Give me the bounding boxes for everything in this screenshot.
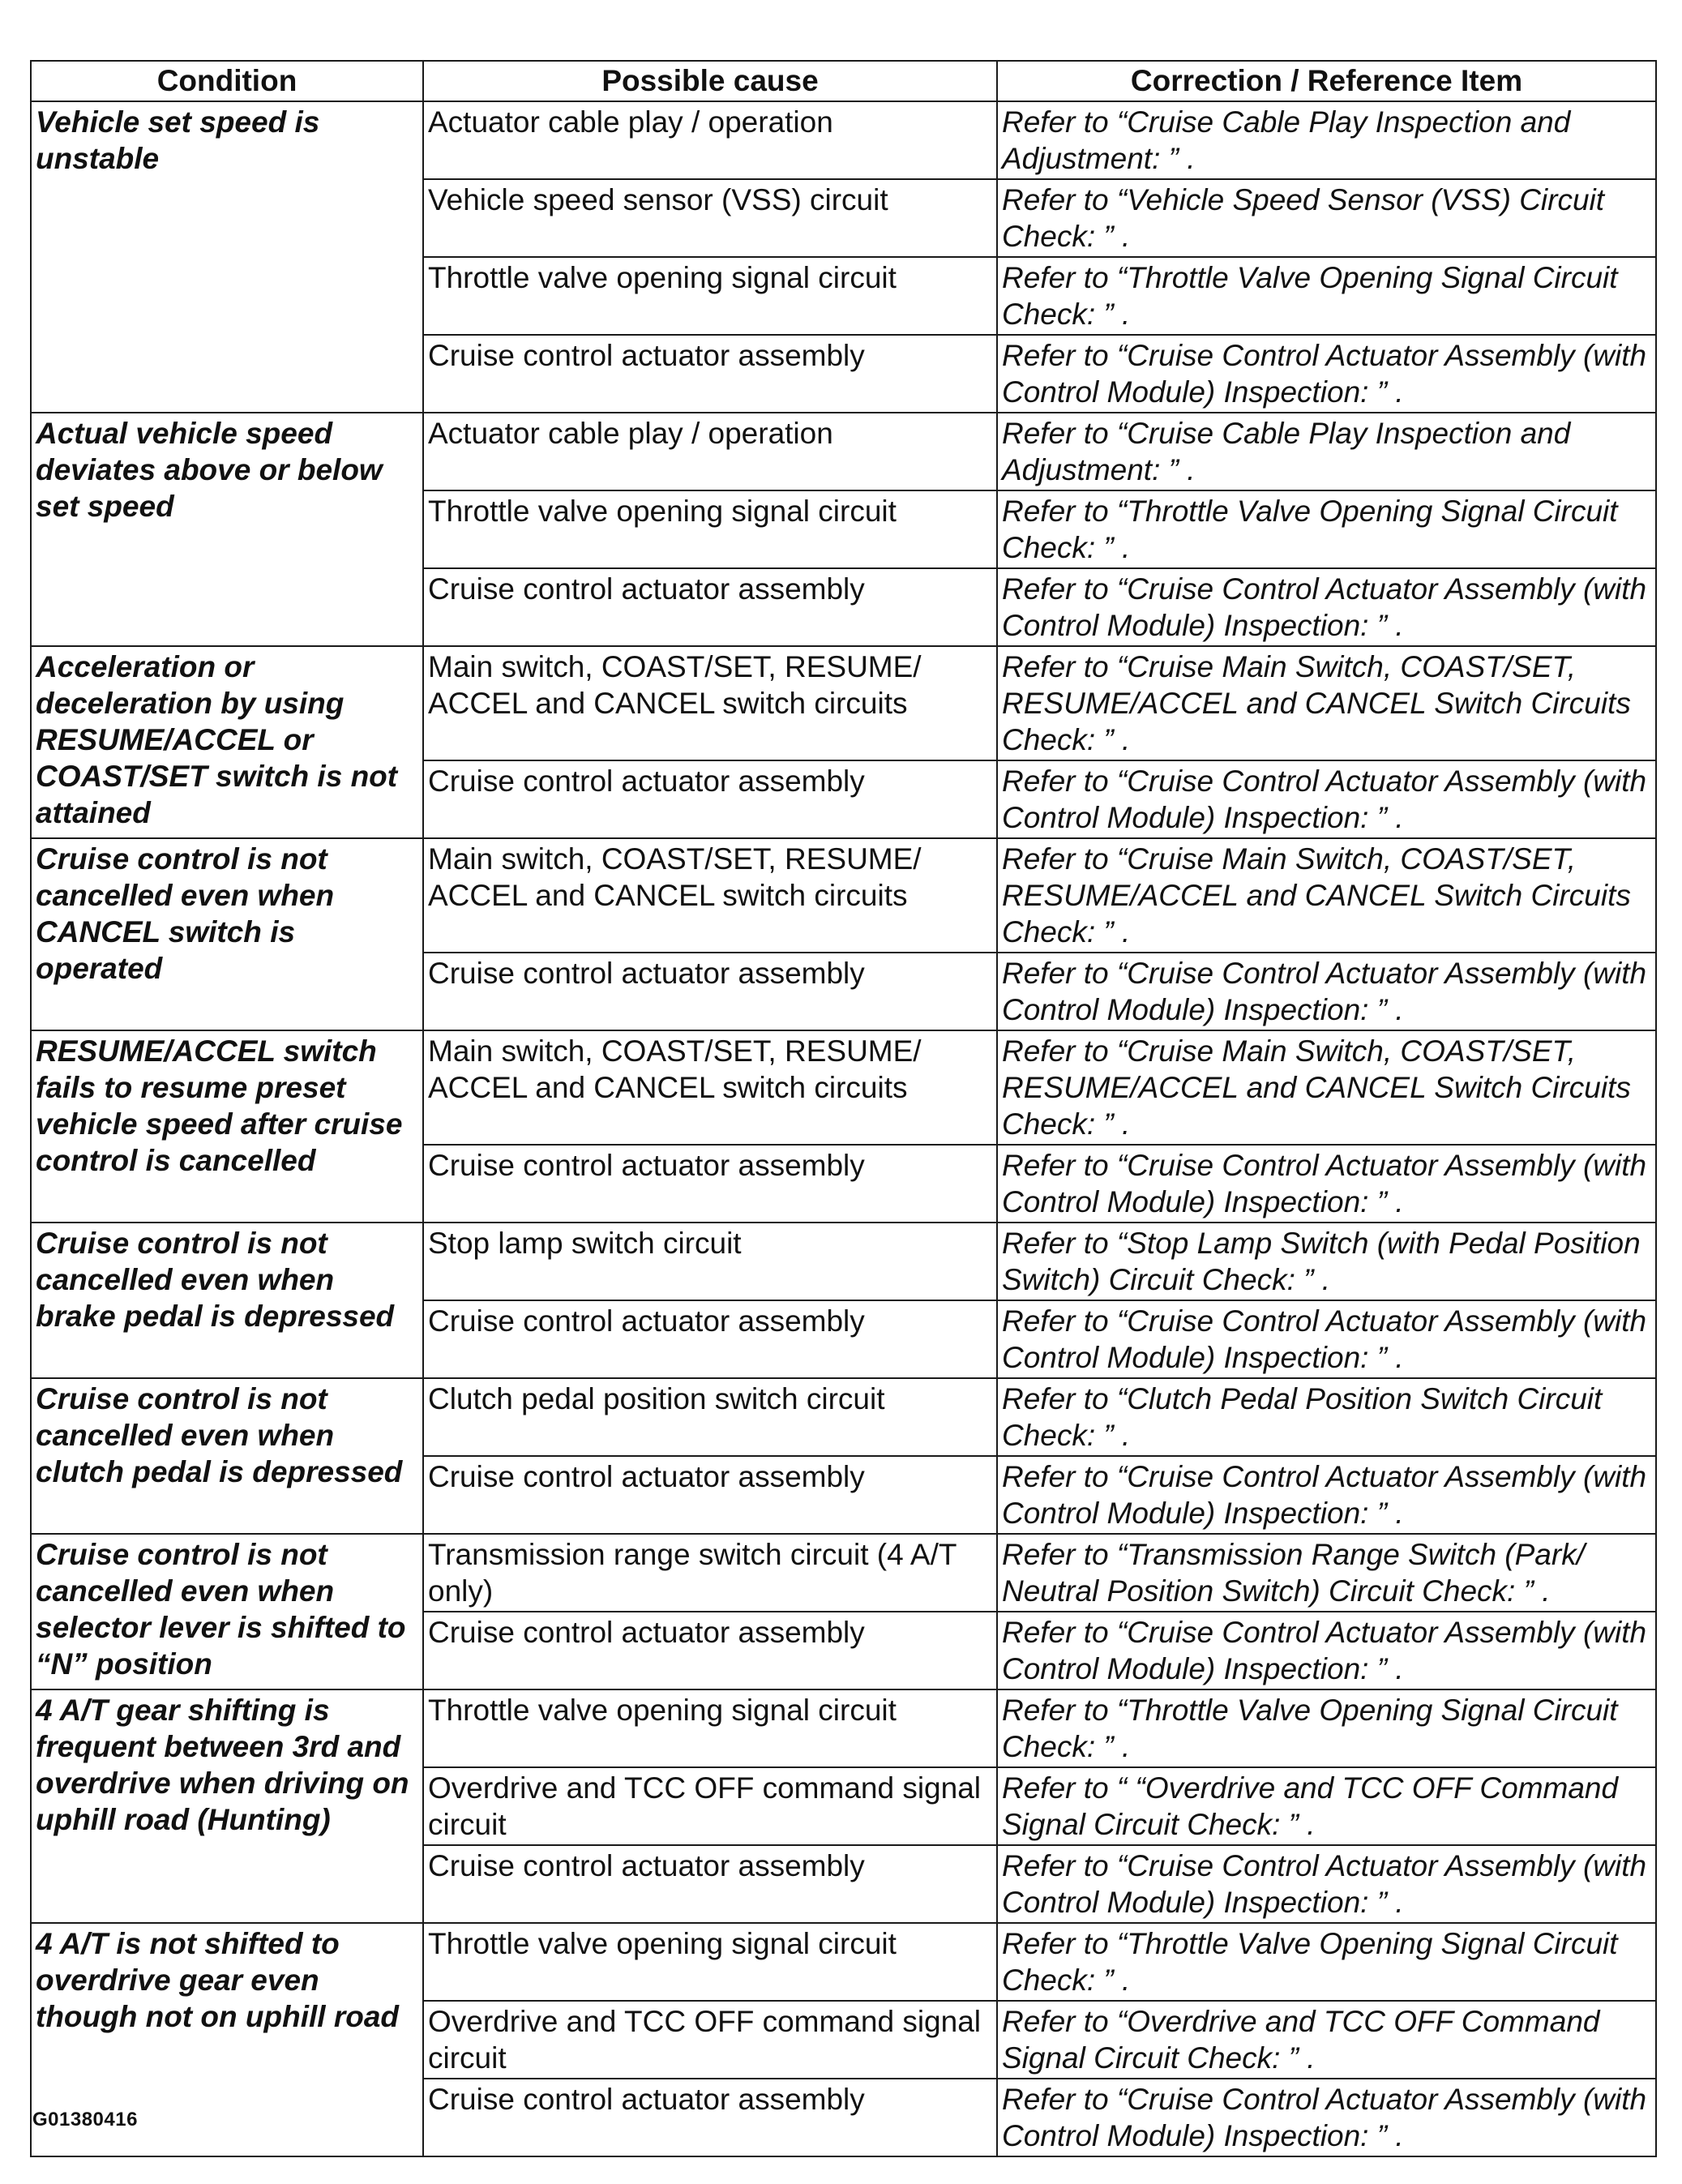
header-correction-reference: Correction / Reference Item — [997, 61, 1656, 101]
possible-cause-cell: Cruise control actuator assembly — [423, 2079, 997, 2156]
possible-cause-cell: Main switch, COAST/SET, RESUME/ ACCEL and CANCEL switch circuits — [423, 1030, 997, 1145]
reference-cell: Refer to “Vehicle Speed Sensor (VSS) Circuit Check: ” . — [997, 179, 1656, 257]
possible-cause-cell: Cruise control actuator assembly — [423, 1300, 997, 1378]
possible-cause-cell: Throttle valve opening signal circuit — [423, 1923, 997, 2001]
reference-cell: Refer to “Cruise Main Switch, COAST/SET, RESUME/ACCEL and CANCEL Switch Circuits Check: ” . — [997, 1030, 1656, 1145]
header-row — [31, 61, 1656, 101]
reference-cell: Refer to “Transmission Range Switch (Park/ Neutral Position Switch) Circuit Check: ” . — [997, 1534, 1656, 1612]
header-possible-cause: Possible cause — [423, 61, 997, 101]
table-row — [31, 1534, 1656, 1612]
reference-cell: Refer to “Cruise Control Actuator Assembly (with Control Module) Inspection: ” . — [997, 335, 1656, 413]
reference-cell: Refer to “Clutch Pedal Position Switch Circuit Check: ” . — [997, 1378, 1656, 1456]
possible-cause-cell: Cruise control actuator assembly — [423, 1456, 997, 1534]
possible-cause-cell: Actuator cable play / operation — [423, 101, 997, 179]
reference-cell: Refer to “Cruise Control Actuator Assembly (with Control Module) Inspection: ” . — [997, 568, 1656, 646]
reference-cell: Refer to “Cruise Control Actuator Assembly (with Control Module) Inspection: ” . — [997, 1845, 1656, 1923]
condition-cell: Actual vehicle speed deviates above or below set speed — [31, 413, 423, 646]
troubleshooting-table — [30, 60, 1657, 2157]
possible-cause-cell: Cruise control actuator assembly — [423, 953, 997, 1030]
condition-cell: Cruise control is not cancelled even when brake pedal is depressed — [31, 1223, 423, 1378]
possible-cause-cell: Cruise control actuator assembly — [423, 760, 997, 838]
reference-cell: Refer to “Cruise Control Actuator Assembly (with Control Module) Inspection: ” . — [997, 1612, 1656, 1689]
reference-cell: Refer to “Cruise Control Actuator Assembly (with Control Module) Inspection: ” . — [997, 953, 1656, 1030]
condition-cell: 4 A/T is not shifted to overdrive gear even though not on uphill road — [31, 1923, 423, 2156]
reference-cell: Refer to “Throttle Valve Opening Signal Circuit Check: ” . — [997, 490, 1656, 568]
possible-cause-cell: Cruise control actuator assembly — [423, 335, 997, 413]
reference-cell: Refer to “Cruise Cable Play Inspection and Adjustment: ” . — [997, 101, 1656, 179]
possible-cause-cell: Throttle valve opening signal circuit — [423, 490, 997, 568]
table-body — [31, 101, 1656, 2156]
condition-cell: Vehicle set speed is unstable — [31, 101, 423, 413]
possible-cause-cell: Cruise control actuator assembly — [423, 1145, 997, 1223]
possible-cause-cell: Main switch, COAST/SET, RESUME/ ACCEL and CANCEL switch circuits — [423, 646, 997, 760]
condition-cell: Cruise control is not cancelled even when selector lever is shifted to “N” position — [31, 1534, 423, 1689]
possible-cause-cell: Clutch pedal position switch circuit — [423, 1378, 997, 1456]
reference-cell: Refer to “ “Overdrive and TCC OFF Command Signal Circuit Check: ” . — [997, 1767, 1656, 1845]
table-row — [31, 101, 1656, 179]
reference-cell: Refer to “Throttle Valve Opening Signal Circuit Check: ” . — [997, 257, 1656, 335]
possible-cause-cell: Main switch, COAST/SET, RESUME/ ACCEL and CANCEL switch circuits — [423, 838, 997, 953]
reference-cell: Refer to “Throttle Valve Opening Signal Circuit Check: ” . — [997, 1923, 1656, 2001]
condition-cell: RESUME/ACCEL switch fails to resume preset vehicle speed after cruise control is cancelled — [31, 1030, 423, 1223]
possible-cause-cell: Throttle valve opening signal circuit — [423, 1689, 997, 1767]
reference-cell: Refer to “Cruise Control Actuator Assembly (with Control Module) Inspection: ” . — [997, 1145, 1656, 1223]
reference-cell: Refer to “Stop Lamp Switch (with Pedal Position Switch) Circuit Check: ” . — [997, 1223, 1656, 1300]
reference-cell: Refer to “Cruise Control Actuator Assembly (with Control Module) Inspection: ” . — [997, 1300, 1656, 1378]
possible-cause-cell: Throttle valve opening signal circuit — [423, 257, 997, 335]
reference-cell: Refer to “Cruise Control Actuator Assembly (with Control Module) Inspection: ” . — [997, 760, 1656, 838]
condition-cell: Acceleration or deceleration by using RESUME/ACCEL or COAST/SET switch is not attained — [31, 646, 423, 838]
reference-cell: Refer to “Cruise Main Switch, COAST/SET, RESUME/ACCEL and CANCEL Switch Circuits Check: ” . — [997, 838, 1656, 953]
table-row — [31, 1923, 1656, 2001]
reference-cell: Refer to “Cruise Control Actuator Assembly (with Control Module) Inspection: ” . — [997, 1456, 1656, 1534]
figure-id: G01380416 — [32, 2109, 138, 2130]
possible-cause-cell: Cruise control actuator assembly — [423, 1845, 997, 1923]
possible-cause-cell: Cruise control actuator assembly — [423, 1612, 997, 1689]
reference-cell: Refer to “Throttle Valve Opening Signal Circuit Check: ” . — [997, 1689, 1656, 1767]
possible-cause-cell: Stop lamp switch circuit — [423, 1223, 997, 1300]
table-row — [31, 1689, 1656, 1767]
condition-cell: 4 A/T gear shifting is frequent between 3rd and overdrive when driving on uphill road (Hunting) — [31, 1689, 423, 1923]
condition-cell: Cruise control is not cancelled even when clutch pedal is depressed — [31, 1378, 423, 1534]
condition-cell: Cruise control is not cancelled even when CANCEL switch is operated — [31, 838, 423, 1030]
table-row — [31, 413, 1656, 490]
table-row — [31, 1378, 1656, 1456]
header-condition: Condition — [31, 61, 423, 101]
possible-cause-cell: Cruise control actuator assembly — [423, 568, 997, 646]
reference-cell: Refer to “Overdrive and TCC OFF Command Signal Circuit Check: ” . — [997, 2001, 1656, 2079]
table-row — [31, 1223, 1656, 1300]
reference-cell: Refer to “Cruise Control Actuator Assembly (with Control Module) Inspection: ” . — [997, 2079, 1656, 2156]
possible-cause-cell: Overdrive and TCC OFF command signal circuit — [423, 1767, 997, 1845]
possible-cause-cell: Vehicle speed sensor (VSS) circuit — [423, 179, 997, 257]
reference-cell: Refer to “Cruise Main Switch, COAST/SET, RESUME/ACCEL and CANCEL Switch Circuits Check: ” . — [997, 646, 1656, 760]
table-row — [31, 1030, 1656, 1145]
reference-cell: Refer to “Cruise Cable Play Inspection and Adjustment: ” . — [997, 413, 1656, 490]
possible-cause-cell: Actuator cable play / operation — [423, 413, 997, 490]
possible-cause-cell: Transmission range switch circuit (4 A/T only) — [423, 1534, 997, 1612]
table-row — [31, 646, 1656, 760]
table-row — [31, 838, 1656, 953]
possible-cause-cell: Overdrive and TCC OFF command signal circuit — [423, 2001, 997, 2079]
